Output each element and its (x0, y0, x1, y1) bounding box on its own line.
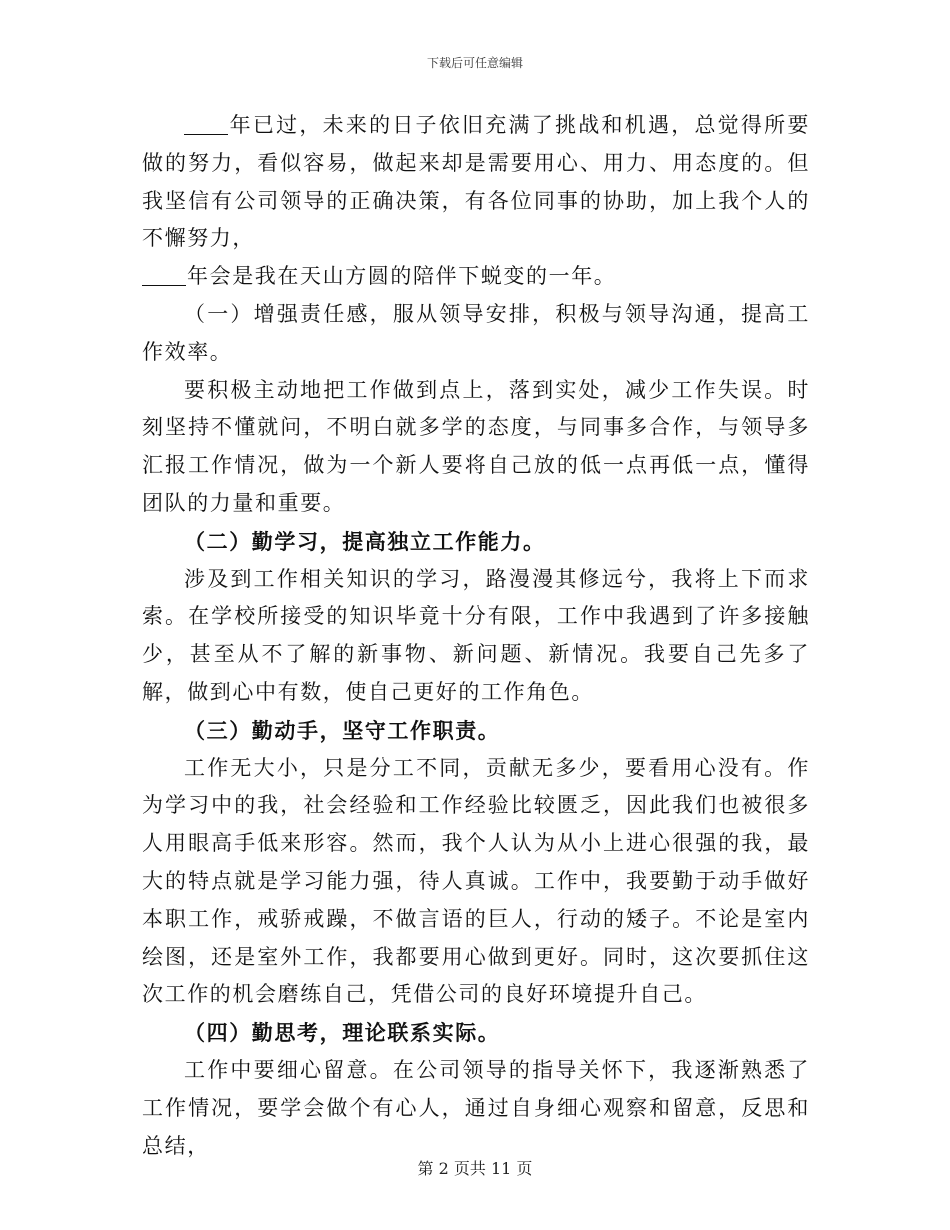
section-three-heading: （三）勤动手，坚守工作职责。 (184, 717, 501, 743)
section-four-heading: （四）勤思考，理论联系实际。 (184, 1020, 501, 1046)
section-two-heading: （二）勤学习，提高独立工作能力。 (184, 528, 546, 554)
paragraph-section-three: 工作无大小，只是分工不同，贡献无多少，要看用心没有。作为学习中的我，社会经验和工作经验比较匮乏，因此我们也被很多人用眼高手低来形容。然而，我个人认为从小上进心很强的我，最大的特点就是学习能力强，待人真诚。工作中，我要勤于动手做好本职工作，戒骄戒躁，不做言语的巨人，行动的矮子。不论是室内绘图，还是室外工作，我都要用心做到更好。同时，这次要抓住这次工作的机会磨练自己，凭借公司的良好环境提升自己。 (142, 755, 810, 1007)
document-body (142, 107, 810, 1165)
paragraph-section-one: 要积极主动地把工作做到点上，落到实处，减少工作失误。时刻坚持不懂就问，不明白就多学的态度，与同事多合作，与领导多汇报工作情况，做为一个新人要将自己放的低一点再低一点，懂得团队的力量和重要。 (142, 377, 810, 515)
paragraph-intro (142, 107, 810, 258)
page-footer: 第 2 页共 11 页 (417, 1159, 533, 1178)
paragraph-text: 年会是我在天山方圆的陪伴下蜕变的一年。 (187, 264, 617, 289)
fill-in-blank (142, 264, 186, 286)
paragraph-intro-continued (142, 258, 810, 296)
paragraph-text: 年已过，未来的日子依旧充满了挑战和机遇，总觉得所要做的努力，看似容易，做起来却是需要用心、用力、用态度的。但我坚信有公司领导的正确决策，有各位同事的协助，加上我个人的不懈努力， (142, 113, 810, 251)
section-one-title: （一）增强责任感，服从领导安排，积极与领导沟通，提高工作效率。 (142, 301, 810, 364)
paragraph-section-two: 涉及到工作相关知识的学习，路漫漫其修远兮，我将上下而求索。在学校所接受的知识毕竟十分有限，工作中我遇到了许多接触少，甚至从不了解的新事物、新问题、新情况。我要自己先多了解，做到心中有数，使自己更好的工作角色。 (142, 566, 810, 704)
page-header: 下载后可任意编辑 (426, 56, 523, 70)
paragraph-section-four: 工作中要细心留意。在公司领导的指导关怀下，我逐渐熟悉了工作情况，要学会做个有心人，通过自身细心观察和留意，反思和总结， (142, 1057, 810, 1158)
fill-in-blank (184, 113, 228, 135)
